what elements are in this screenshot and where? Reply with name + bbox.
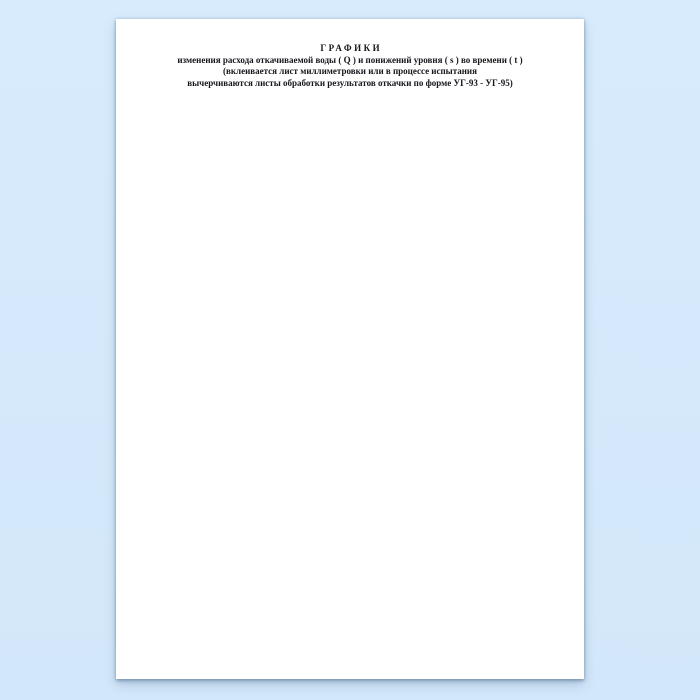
document-subtitle-line-1: изменения расхода откачиваемой воды ( Q ) и понижений уровня ( s ) во времени ( t ) <box>177 54 523 65</box>
document-header <box>116 19 584 89</box>
document-subtitle-line-2: (вклеивается лист миллиметровки или в процессе испытания <box>223 66 477 76</box>
document-title: ГРАФИКИ <box>320 43 383 53</box>
document-subtitle-line-3: вычерчиваются листы обработки результатов откачки по форме УГ-93 - УГ-95) <box>187 77 513 88</box>
document-paper <box>116 19 584 679</box>
